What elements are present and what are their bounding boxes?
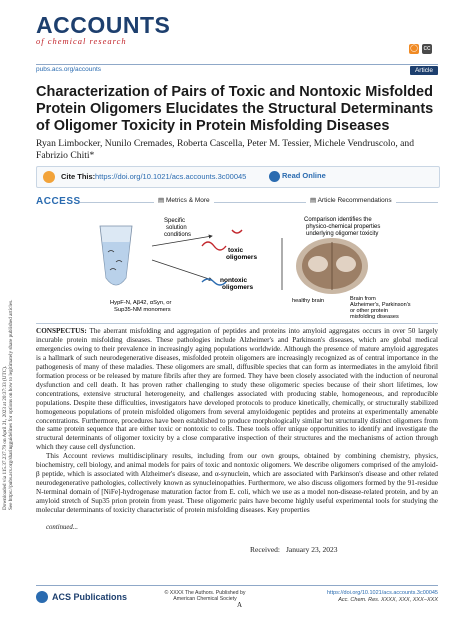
comparison-label-3: underlying oligomer toxicity	[306, 231, 379, 237]
abstract-paragraph-1	[36, 327, 438, 452]
download-note: Downloaded via 115.37.237.79 on April 21, 2023 at 20:37:33 (UTC).	[2, 365, 8, 510]
received-value: January 23, 2023	[286, 545, 338, 554]
toxic-label-2: oligomers	[226, 254, 258, 261]
journal-url[interactable]: pubs.acs.org/accounts	[36, 66, 102, 73]
conspectus-label: CONSPECTUS:	[36, 327, 87, 335]
journal-name: ACCOUNTS	[36, 12, 171, 38]
cite-bar	[36, 166, 440, 188]
license-icons	[409, 44, 432, 54]
footer-doi[interactable]: https://doi.org/10.1021/acs.accounts.3c00045	[327, 590, 438, 596]
abstract-paragraph-1-text: The aberrant misfolding and aggregation of peptides and proteins into amyloid aggregates occurs in over 50 largely incurable protein misfolding diseases. These pathologies include Alzheimer's and Parkinson's diseases, which are global medical emergencies owing to their prevalence in increasingly aging populations worldwide. Although the presence of mature amyloid aggregates is a hallmark of such neurodegenerative diseases, misfolded protein oligomers are increasingly recognized as of central importance in the pathogenesis of many of these maladies. These oligomers are small, diffusible species that can form as intermediates in the amyloid fibril formation process or be released by mature fibrils after they are formed. They have been closely associated with the induction of neuronal dysfunction and cell death. It has proven rather challenging to study these oligomeric species because of their short lifetimes, low concentrations, extensive structural heterogeneity, and challenges associated with producing stable, homogeneous, and reproducible populations. Despite these difficulties, investigators have developed protocols to produce kinetically, chemically, or structurally stabilized homogeneous populations of protein misfolded oligomers from several amyloidogenic peptides and proteins at experimentally amenable concentrations. Furthermore, procedures have been established to produce morphologically similar but structurally distinct oligomers from the same protein sequence that are either toxic or nontoxic to cells. These tools offer unique opportunities to identify and investigate the structural determinants of oligomer toxicity by a close comparative inspection of their structures and the mechanisms of action through which they cause cell dysfunction.	[36, 327, 438, 452]
header-rule	[36, 64, 438, 65]
disease-brain-label-4: misfolding diseases	[350, 314, 399, 320]
sharing-note: See https://pubs.acs.org/sharingguidelines for options on how to legitimately share published articles.	[8, 299, 14, 510]
page-number: A	[237, 601, 243, 609]
conditions-label-2: solution	[166, 225, 187, 231]
article-title: Characterization of Pairs of Toxic and Nontoxic Misfolded Protein Oligomers Elucidates the Structural Determinants of Oligomer Toxicity in Protein Misfolding Diseases	[36, 84, 434, 134]
comparison-label-1: Comparison identifies the	[304, 217, 372, 223]
abstract-rule	[36, 323, 438, 324]
copyright-note: © XXXX The Authors. Published by American Chemical Society	[164, 590, 246, 602]
metrics-label: Metrics & More	[165, 197, 210, 204]
author-list[interactable]: Ryan Limbocker, Nunilo Cremades, Roberta Cascella, Peter M. Tessier, Michele Vendruscolo, and Fabrizio Chiti*	[36, 138, 415, 161]
conditions-label-3: conditions	[164, 232, 192, 238]
disease-brain-label-3: or other protein	[350, 308, 388, 314]
healthy-brain-label: healthy brain	[292, 298, 325, 304]
toxic-label-1: toxic	[228, 247, 244, 254]
footer-citation	[327, 590, 438, 603]
open-access-icon: ◯	[410, 45, 418, 52]
received-date	[250, 545, 337, 554]
article-type-badge: Article	[410, 66, 438, 75]
nontoxic-label-2: oligomers	[222, 284, 254, 291]
access-row	[36, 196, 438, 208]
abstract-graphic	[92, 212, 412, 322]
received-label: Received:	[250, 545, 280, 554]
acs-logo-icon	[36, 591, 48, 603]
doi-link[interactable]: https://doi.org/10.1021/acs.accounts.3c00045	[95, 172, 247, 181]
publisher-name: ACS Publications	[52, 592, 128, 602]
access-label: ACCESS	[36, 196, 81, 207]
download-sidebar	[2, 150, 14, 510]
brain-comparison-icon	[296, 238, 368, 294]
creative-commons-icon: cc	[423, 45, 431, 52]
cite-icon	[43, 171, 55, 183]
nontoxic-arrow	[152, 260, 212, 280]
disease-brain-label-1: Brain from	[350, 296, 376, 302]
journal-subtitle: of chemical research	[36, 36, 127, 46]
read-online-link[interactable]: Read Online	[282, 171, 326, 180]
conditions-label-1: Specific	[164, 218, 186, 224]
continued-note: continued...	[46, 524, 78, 531]
journal-masthead[interactable]	[36, 12, 176, 46]
recommendations-label: Article Recommendations	[317, 197, 392, 204]
test-tube-icon	[100, 226, 132, 285]
abstract-paragraph-2: This Account reviews multidisciplinary results, including from our own groups, obtained by combining chemistry, physics, biochemistry, cell biology, and animal models for pairs of toxic and nontoxic oligomers. We describe oligomers comprised of the amyloid-β peptide, which is associated with Alzheimer's disease, and α-synuclein, which are associated with Parkinson's disease and other related neurodegenerative pathologies, collectively known as synucleinopathies. Furthermore, we also discuss oligomers formed by the 91-residue N-terminal domain of [NiFe]-hydrogenase maturation factor from E. coli, which we use as a model non-disease-related protein, and by an amyloid stretch of Sup35 prion protein from yeast. These oligomeric pairs have become highly useful experimental tools for studying the molecular determinants of toxicity characteristic of protein misfolding diseases. Key properties	[36, 452, 438, 515]
footer-journal-citation: Acc. Chem. Res. XXXX, XXX, XXX−XXX	[338, 596, 438, 603]
proteins-label-2: Sup35-NM monomers	[114, 307, 171, 313]
cite-label: Cite This:	[61, 172, 96, 181]
nontoxic-label-1: nontoxic	[220, 277, 248, 284]
acs-publications-logo[interactable]	[36, 591, 127, 603]
footer-rule	[36, 585, 438, 586]
metrics-link[interactable]: ▤ Metrics & More	[154, 196, 214, 204]
proteins-label-1: HypF-N, Aβ42, αSyn, or	[110, 300, 172, 306]
comparison-label-2: physico-chemical properties	[306, 224, 381, 230]
read-online-icon[interactable]	[269, 171, 280, 182]
abstract-body	[36, 327, 438, 515]
recommendations-link[interactable]: ▤ Article Recommendations	[306, 196, 396, 204]
disease-brain-label-2: Alzheimer's, Parkinson's	[350, 302, 411, 308]
